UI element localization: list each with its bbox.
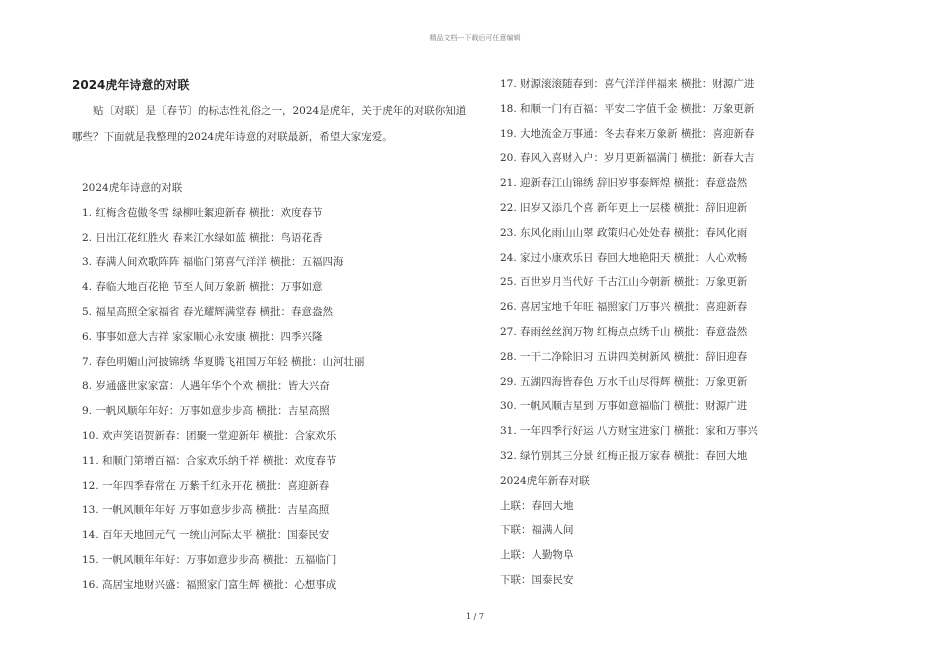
couplet-line: 14. 百年天地回元气 一统山河际太平 横批：国泰民安 — [82, 529, 330, 542]
couplet-line: 27. 春雨丝丝润万物 红梅点点绣千山 横批：春意盎然 — [500, 325, 748, 338]
couplet-line: 上联：春回大地 — [500, 499, 574, 512]
intro-paragraph: 贴〔对联〕是〔春节〕的标志性礼俗之一，2024是虎年，关于虎年的对联你知道哪些？下面就是我整理的2024虎年诗意的对联最新，希望大家宠爱。 — [72, 105, 467, 143]
couplet-line: 下联：福满人间 — [500, 524, 574, 537]
couplet-line: 10. 欢声笑语贺新春：团聚一堂迎新年 横批：合家欢乐 — [82, 429, 337, 442]
couplet-line: 32. 绿竹别其三分景 红梅正报万家春 横批：春回大地 — [500, 449, 748, 462]
couplet-line: 1. 红梅含苞傲冬雪 绿柳吐絮迎新春 横批：欢度春节 — [82, 206, 323, 219]
couplet-line: 24. 家过小康欢乐日 春回大地艳阳天 横批：人心欢畅 — [500, 251, 748, 264]
couplet-line: 28. 一干二净除旧习 五讲四美树新风 横批：辞旧迎春 — [500, 350, 748, 363]
couplet-line: 16. 高居宝地财兴盛：福照家门富生辉 横批：心想事成 — [82, 578, 337, 591]
couplet-line: 18. 和顺一门有百福：平安二字值千金 横批：万象更新 — [500, 102, 755, 115]
couplet-line: 26. 喜居宝地千年旺 福照家门万事兴 横批：喜迎新春 — [500, 301, 748, 314]
couplet-line: 下联：国泰民安 — [500, 573, 574, 586]
couplet-line: 13. 一帆风顺年年好 万事如意步步高 横批：吉星高照 — [82, 504, 330, 517]
header-note: 精品文档---下载后可任意编辑 — [429, 34, 521, 42]
couplet-line: 上联：人勤物阜 — [500, 549, 574, 562]
couplet-line: 23. 东风化雨山山翠 政策归心处处春 横批：春风化雨 — [500, 226, 748, 239]
couplet-line: 22. 旧岁又添几个喜 新年更上一层楼 横批：辞旧迎新 — [500, 201, 748, 214]
couplet-line: 8. 岁通盛世家家富：人遇年华个个欢 横批：皆大兴奋 — [82, 380, 330, 393]
couplet-line: 2. 日出江花红胜火 春来江水绿如蓝 横批：鸟语花香 — [82, 231, 323, 244]
couplet-line: 9. 一帆风顺年年好：万事如意步步高 横批：吉星高照 — [82, 405, 330, 418]
couplet-line: 12. 一年四季春常在 万紫千红永开花 横批：喜迎新春 — [82, 479, 330, 492]
couplet-line: 17. 财源滚滚随春到：喜气洋洋伴福来 横批：财源广进 — [500, 78, 755, 90]
couplet-line: 25. 百世岁月当代好 千古江山今朝新 横批：万象更新 — [500, 276, 748, 289]
couplet-line: 20. 春风入喜财入户：岁月更新福满门 横批：新春大吉 — [500, 152, 755, 165]
couplet-line: 11. 和顺门第增百福：合家欢乐纳千祥 横批：欢度春节 — [82, 454, 337, 467]
couplet-line: 4. 春临大地百花艳 节至人间万象新 横批：万事如意 — [82, 281, 323, 294]
couplet-line: 29. 五湖四海皆春色 万水千山尽得辉 横批：万象更新 — [500, 375, 748, 388]
couplet-line: 31. 一年四季行好运 八方财宝进家门 横批：家和万事兴 — [500, 425, 758, 438]
document-title: 2024虎年诗意的对联 — [72, 78, 190, 92]
couplet-line: 6. 事事如意大吉祥 家家顺心永安康 横批：四季兴隆 — [82, 330, 323, 343]
left-column — [82, 176, 482, 598]
page-number: 1 / 7 — [466, 612, 484, 621]
couplet-line: 30. 一帆风顺吉星到 万事如意福临门 横批：财源广进 — [500, 400, 748, 413]
couplet-line: 15. 一帆风顺年年好：万事如意步步高 横批：五福临门 — [82, 553, 337, 566]
section-heading: 2024虎年诗意的对联 — [82, 182, 183, 194]
couplet-line: 5. 福星高照全家福省 春光耀辉满堂春 横批：春意盎然 — [82, 305, 334, 318]
couplet-line: 7. 春色明媚山河披锦绣 华夏腾飞祖国万年轻 横批：山河壮丽 — [82, 355, 365, 368]
couplet-line: 19. 大地流金万事通：冬去春来万象新 横批：喜迎新春 — [500, 127, 755, 140]
section-heading: 2024虎年新春对联 — [500, 474, 590, 487]
couplet-line: 21. 迎新春江山锦绣 辞旧岁事泰辉煌 横批：春意盎然 — [500, 177, 748, 190]
right-column — [500, 72, 830, 593]
couplet-line: 3. 春满人间欢歌阵阵 福临门第喜气洋洋 横批：五福四海 — [82, 256, 344, 269]
